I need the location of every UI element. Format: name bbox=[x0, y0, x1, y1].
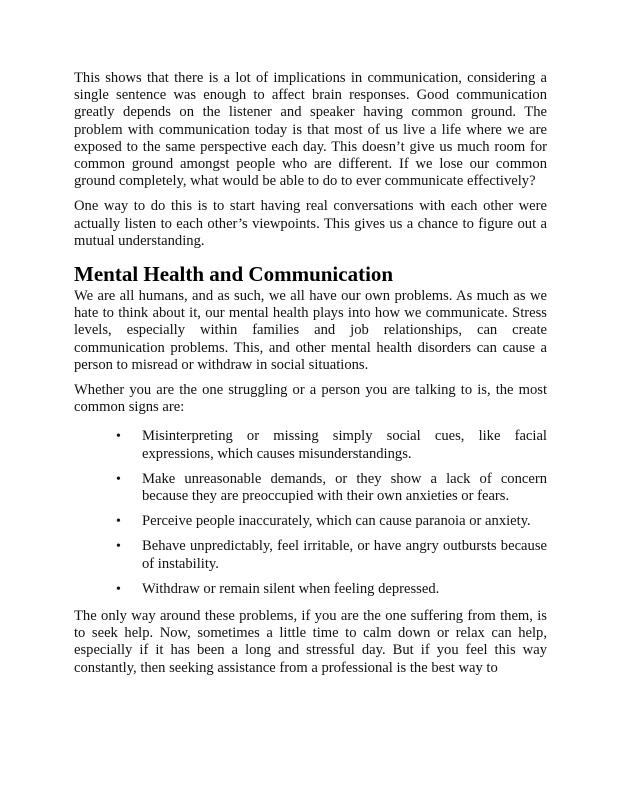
list-item-text: Misinterpreting or missing simply social cues, like facial expressions, which causes misunderstandings. bbox=[142, 428, 547, 462]
bullet-list bbox=[74, 428, 547, 598]
body-paragraph: The only way around these problems, if you are the one suffering from them, is to seek help. Now, sometimes a little time to calm down or relax can help, especially if it has been a long and stressful day. But if you feel this way constantly, then seeking assistance from a professional is the best way to bbox=[74, 608, 547, 676]
section-heading: Mental Health and Communication bbox=[74, 262, 394, 287]
body-paragraph: Whether you are the one struggling or a person you are talking to is, the most common signs are: bbox=[74, 382, 547, 416]
body-paragraph: We are all humans, and as such, we all have our own problems. As much as we hate to think about it, our mental health plays into how we communicate. Stress levels, especially within families and job relationships, can create communication problems. This, and other mental health disorders can cause a person to misread or withdraw in social situations. bbox=[74, 288, 547, 373]
body-paragraph: This shows that there is a lot of implications in communication, considering a single sentence was enough to affect brain responses. Good communication greatly depends on the listener and speaker having common ground. The problem with communication today is that most of us live a life where we are exposed to the same perspective each day. This doesn’t give us much room for common ground amongst people who are different. If we lose our common ground completely, what would be able to do to ever communicate effectively? bbox=[74, 70, 547, 190]
document-page bbox=[74, 70, 547, 685]
list-item-text: Make unreasonable demands, or they show a lack of concern because they are preoccupied with their own anxieties or fears. bbox=[142, 470, 547, 505]
list-item bbox=[74, 538, 547, 572]
body-paragraph: One way to do this is to start having real conversations with each other were actually listen to each other’s viewpoints. This gives us a chance to figure out a mutual understanding. bbox=[74, 198, 547, 249]
list-item-text: Withdraw or remain silent when feeling depressed. bbox=[142, 580, 440, 597]
bullet-icon: • bbox=[116, 471, 121, 487]
bullet-icon: • bbox=[116, 581, 121, 597]
bullet-icon: • bbox=[116, 539, 121, 555]
bullet-icon: • bbox=[116, 514, 121, 530]
list-item-text: Perceive people inaccurately, which can cause paranoia or anxiety. bbox=[142, 513, 531, 530]
list-item bbox=[74, 471, 547, 505]
list-item bbox=[74, 581, 547, 598]
list-item bbox=[74, 428, 547, 462]
list-item bbox=[74, 513, 547, 530]
list-item-text: Behave unpredictably, feel irritable, or have angry outbursts because of instability. bbox=[142, 538, 547, 572]
bullet-icon: • bbox=[116, 429, 121, 445]
